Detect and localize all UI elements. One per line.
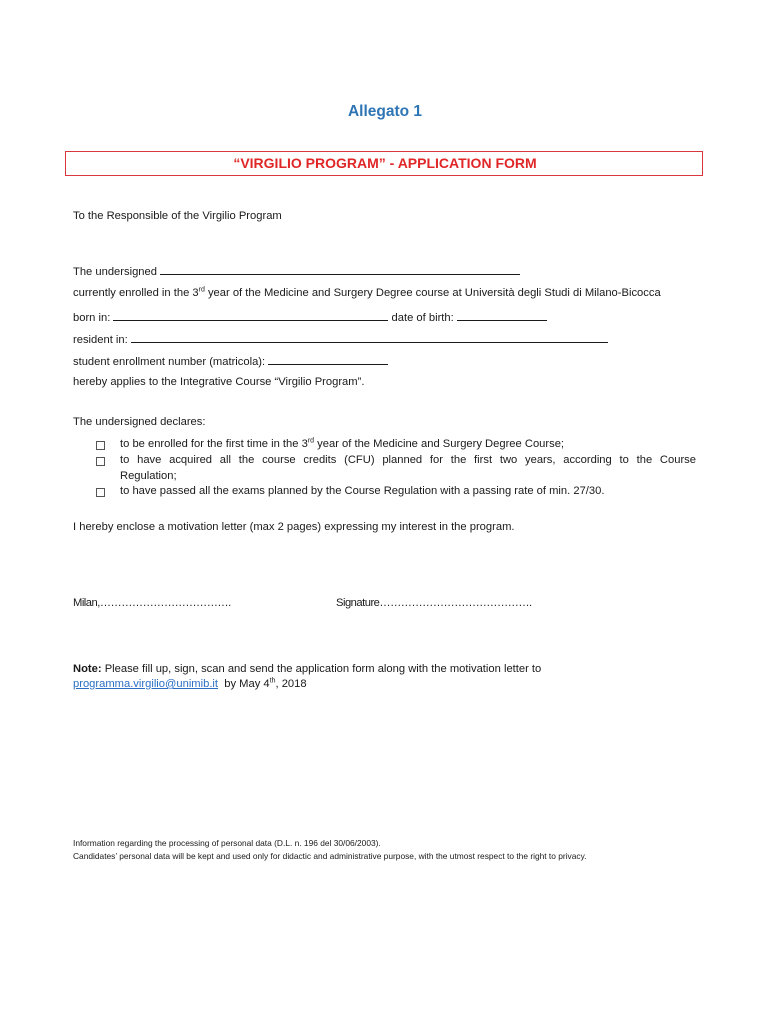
declaration-item-1 bbox=[120, 438, 564, 450]
ordinal-suffix: rd bbox=[307, 437, 315, 445]
ordinal-suffix: th bbox=[269, 677, 276, 685]
signature-field[interactable]: Signature……………………………………. bbox=[336, 597, 532, 609]
enclosure-statement: I hereby enclose a motivation letter (max 2 pages) expressing my interest in the program. bbox=[73, 521, 515, 533]
privacy-notice-line-2: Candidates’ personal data will be kept and used only for didactic and administrative purpose, with the utmost respect to the right to privacy. bbox=[73, 851, 587, 861]
annex-label: Allegato 1 bbox=[347, 103, 423, 120]
birthplace-field[interactable] bbox=[113, 310, 388, 321]
dob-field[interactable] bbox=[457, 310, 547, 321]
undersigned-name-field[interactable] bbox=[160, 264, 520, 275]
residence-field[interactable] bbox=[131, 332, 608, 343]
note-text: Please fill up, sign, scan and send the application form along with the motivation letter to bbox=[101, 663, 542, 675]
addressee: To the Responsible of the Virgilio Program bbox=[73, 210, 282, 222]
resident-label: resident in: bbox=[73, 334, 128, 346]
undersigned-label: The undersigned bbox=[73, 266, 157, 278]
declaration-item-2: to have acquired all the course credits (CFU) planned for the first two years, according to the Course bbox=[120, 454, 696, 466]
checkbox-icon[interactable] bbox=[96, 488, 105, 497]
matricola-line bbox=[73, 354, 388, 368]
resident-line bbox=[73, 332, 608, 346]
deadline-year: , 2018 bbox=[275, 678, 307, 690]
undersigned-line bbox=[73, 264, 520, 278]
checkbox-icon[interactable] bbox=[96, 457, 105, 466]
ordinal-suffix: rd bbox=[198, 286, 205, 294]
declaration-item-3: to have passed all the exams planned by the Course Regulation with a passing rate of min. 27/30. bbox=[120, 485, 605, 497]
enrollment-line bbox=[73, 287, 661, 299]
born-label: born in: bbox=[73, 312, 111, 324]
declaration-1-text: to be enrolled for the first time in the 3 bbox=[120, 438, 308, 450]
matricola-label: student enrollment number (matricola): bbox=[73, 356, 266, 368]
enrollment-text-cont: year of the Medicine and Surgery Degree course at Università degli Studi di Milano-Bicocca bbox=[204, 287, 661, 299]
enrollment-text: currently enrolled in the 3 bbox=[73, 287, 199, 299]
note-line-2 bbox=[73, 678, 307, 690]
place-date-field[interactable]: Milan,………………………………. bbox=[73, 597, 231, 609]
declaration-1-text-cont: year of the Medicine and Surgery Degree Course; bbox=[314, 438, 565, 450]
checkbox-icon[interactable] bbox=[96, 441, 105, 450]
form-title: “VIRGILIO PROGRAM” - APPLICATION FORM bbox=[233, 155, 537, 171]
declarations-heading: The undersigned declares: bbox=[73, 416, 206, 428]
application-statement: hereby applies to the Integrative Course “Virgilio Program”. bbox=[73, 376, 365, 388]
deadline-text: by May 4 bbox=[218, 678, 270, 690]
email-link[interactable]: programma.virgilio@unimib.it bbox=[73, 678, 219, 690]
matricola-field[interactable] bbox=[268, 354, 388, 365]
birth-line bbox=[73, 310, 547, 324]
declaration-item-2-cont: Regulation; bbox=[120, 470, 177, 482]
dob-label: date of birth: bbox=[391, 312, 454, 324]
note-label: Note: bbox=[73, 663, 102, 675]
privacy-notice-line-1: Information regarding the processing of personal data (D.L. n. 196 del 30/06/2003). bbox=[73, 838, 381, 848]
note-line bbox=[73, 663, 541, 675]
